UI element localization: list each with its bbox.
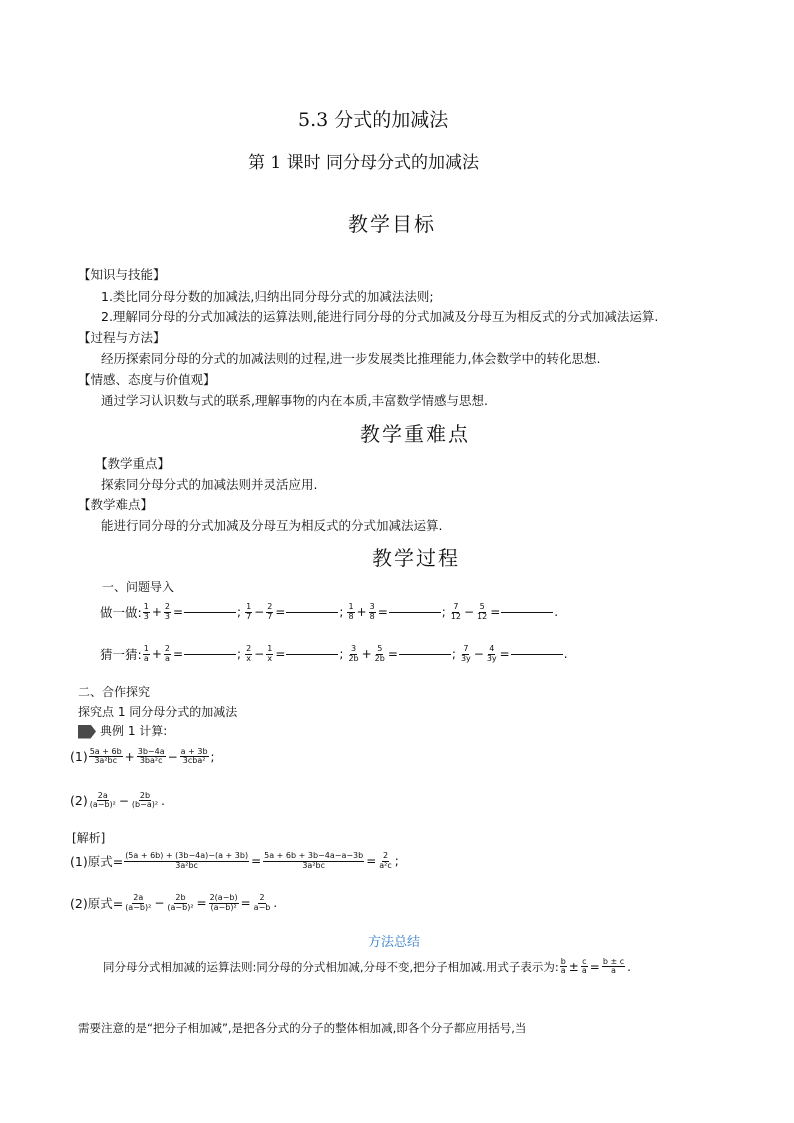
answer-blank[interactable] (286, 653, 338, 655)
fraction: $\frac{b}{a}$ (560, 957, 566, 976)
fraction: $\frac{2a}{\text{(a−b)²}}$ (125, 893, 152, 912)
page-title: 5.3 分式的加减法 (298, 109, 449, 131)
question-2: (2) $\frac{2a}{\text{(a−b)²}}$ − $\frac{2b}{\text{(b−a)²}}$ . (70, 791, 165, 810)
emotion-text: 通过学习认识数与式的联系,理解事物的内在本质,丰富数学情感与思想. (101, 393, 488, 408)
method-text-1: 同分母分式相加减的运算法则:同分母的分式相加减,分母不变,把分子相加减.用式子表示为: (103, 959, 559, 974)
fraction: $\frac{5a + 6b}{\text{3a²bc}}$ (89, 747, 122, 766)
guess-row: 猜一猜: $\frac{1}{a}$ + $\frac{2}{a}$ = ; $\frac{2}{x}$ − $\frac{1}{x}$ = ; $\frac{3}{2b}$ + $\frac{5}{2b}$ = ; $\frac{7}{3y}$ − $\frac{4}{3y}$ = . (100, 644, 568, 663)
difficulty-text: 能进行同分母的分式加减及分母互为相反式的分式加减法运算. (101, 518, 443, 533)
fraction: $\frac{7}{12}$ (450, 602, 461, 621)
example-label: 典例 1 计算: (100, 724, 168, 738)
answer-blank[interactable] (511, 653, 563, 655)
answer-2: (2)原式= $\frac{2a}{\text{(a−b)²}}$ − $\frac{2b}{\text{(a−b)²}}$ = $\frac{2(a-b)}{\text{(a−b)²}}$ = $\frac{2}{a-b}$ . (70, 893, 278, 912)
fraction: $\frac{2}{7}$ (267, 602, 273, 621)
answer-1: (1)原式= $\frac{(5a + 6b) + (3b-4a)-(a + 3b)}{\text{3a²bc}}$ = $\frac{5a + 6b + 3b-4a-a-3b}{\text{3a²bc}}$ = $\frac{2}{\text{a²c}}$ ; (70, 851, 399, 870)
fraction: $\frac{2}{\text{a²c}}$ (379, 851, 392, 870)
q2-label: (2) (70, 793, 88, 809)
fraction: $\frac{5}{2b}$ (374, 644, 385, 663)
question-1: (1) $\frac{5a + 6b}{\text{3a²bc}}$ + $\frac{3b-4a}{\text{3ba²c}}$ − $\frac{a + 3b}{\text{3cba²}}$ ; (70, 747, 215, 766)
knowledge-header: 【知识与技能】 (78, 267, 166, 282)
fraction: $\frac{1}{x}$ (267, 644, 273, 663)
fraction: $\frac{2}{x}$ (246, 644, 252, 663)
fraction: $\frac{a + 3b}{\text{3cba²}}$ (180, 747, 208, 766)
fraction: $\frac{5a + 6b + 3b-4a-a-3b}{\text{3a²bc}}$ (264, 851, 364, 870)
q1-label: (1) (70, 749, 88, 765)
fraction: $\frac{7}{3y}$ (460, 644, 471, 663)
fraction: $\frac{3}{8}$ (369, 602, 375, 621)
fraction: $\frac{5}{12}$ (477, 602, 488, 621)
do-row: 做一做: $\frac{1}{3}$ + $\frac{2}{3}$ = ; $\frac{1}{7}$ − $\frac{2}{7}$ = ; $\frac{1}{8}$ + $\frac{3}{8}$ = ; $\frac{7}{12}$ − $\frac{5}{12}$ = . (100, 602, 559, 621)
fraction: $\frac{2a}{\text{(a−b)²}}$ (89, 791, 116, 810)
fraction: $\frac{3}{2b}$ (348, 644, 359, 663)
fraction: $\frac{c}{a}$ (581, 957, 587, 976)
example-marker-icon (78, 725, 96, 739)
answer-blank[interactable] (184, 611, 236, 613)
page-subtitle: 第 1 课时 同分母分式的加减法 (248, 153, 480, 173)
fraction: $\frac{2b}{\text{(a−b)²}}$ (167, 893, 194, 912)
fraction: $\frac{1}{7}$ (246, 602, 252, 621)
fraction: $\frac{1}{3}$ (143, 602, 149, 621)
answer-blank[interactable] (501, 611, 553, 613)
fraction: $\frac{2}{3}$ (164, 602, 170, 621)
fraction: $\frac{(5a + 6b) + (3b-4a)-(a + 3b)}{\text{3a²bc}}$ (125, 851, 249, 870)
part1-header: 一、问题导入 (102, 580, 175, 594)
fraction: $\frac{4}{3y}$ (486, 644, 497, 663)
method-line-2: 需要注意的是“把分子相加减”,是把各分式的分子的整体相加减,即各个分子都应用括号,当 (78, 1021, 527, 1035)
analysis-label: [解析] (72, 831, 106, 845)
a1-label: (1)原式= (70, 854, 124, 869)
fraction: $\frac{b \pm c}{a}$ (602, 957, 625, 976)
section-heading-key: 教学重难点 (360, 422, 470, 446)
section-heading-goals: 教学目标 (348, 212, 436, 236)
answer-blank[interactable] (389, 611, 441, 613)
fraction: $\frac{2b}{\text{(b−a)²}}$ (131, 791, 159, 810)
emotion-header: 【情感、态度与价值观】 (78, 372, 216, 387)
answer-blank[interactable] (399, 653, 451, 655)
example-heading (78, 722, 167, 739)
do-label: 做一做: (100, 605, 142, 620)
fraction: $\frac{2(a-b)}{\text{(a−b)²}}$ (209, 893, 238, 912)
method-summary-heading: 方法总结 (368, 935, 421, 950)
fraction: $\frac{1}{a}$ (143, 644, 149, 663)
difficulty-header: 【教学难点】 (78, 497, 154, 512)
answer-blank[interactable] (184, 653, 236, 655)
fraction: $\frac{3b-4a}{\text{3ba²c}}$ (137, 747, 165, 766)
process-header: 【过程与方法】 (78, 330, 166, 345)
focus-header: 【教学重点】 (95, 456, 171, 471)
section-heading-process: 教学过程 (372, 546, 460, 570)
fraction: $\frac{1}{8}$ (348, 602, 354, 621)
method-line-1: 同分母分式相加减的运算法则:同分母的分式相加减,分母不变,把分子相加减.用式子表示为: $\frac{b}{a}$ ± $\frac{c}{a}$ = $\frac{b \pm c}{a}$ . (103, 957, 631, 976)
focus-text: 探索同分母分式的加减法则并灵活应用. (101, 477, 318, 492)
explore-point: 探究点 1 同分母分式的加减法 (78, 705, 238, 719)
part2-header: 二、合作探究 (78, 685, 151, 699)
fraction: $\frac{2}{a}$ (164, 644, 170, 663)
fraction: $\frac{2}{a-b}$ (253, 893, 271, 912)
answer-blank[interactable] (286, 611, 338, 613)
a2-label: (2)原式= (70, 896, 124, 911)
process-text: 经历探索同分母的分式的加减法则的过程,进一步发展类比推理能力,体会数学中的转化思想. (101, 351, 601, 366)
guess-label: 猜一猜: (100, 647, 142, 662)
knowledge-item-1: 1.类比同分母分数的加减法,归纳出同分母分式的加减法法则; (101, 289, 434, 304)
knowledge-item-2: 2.理解同分母的分式加减法的运算法则,能进行同分母的分式加减及分母互为相反式的分式加减法运算. (101, 309, 659, 324)
